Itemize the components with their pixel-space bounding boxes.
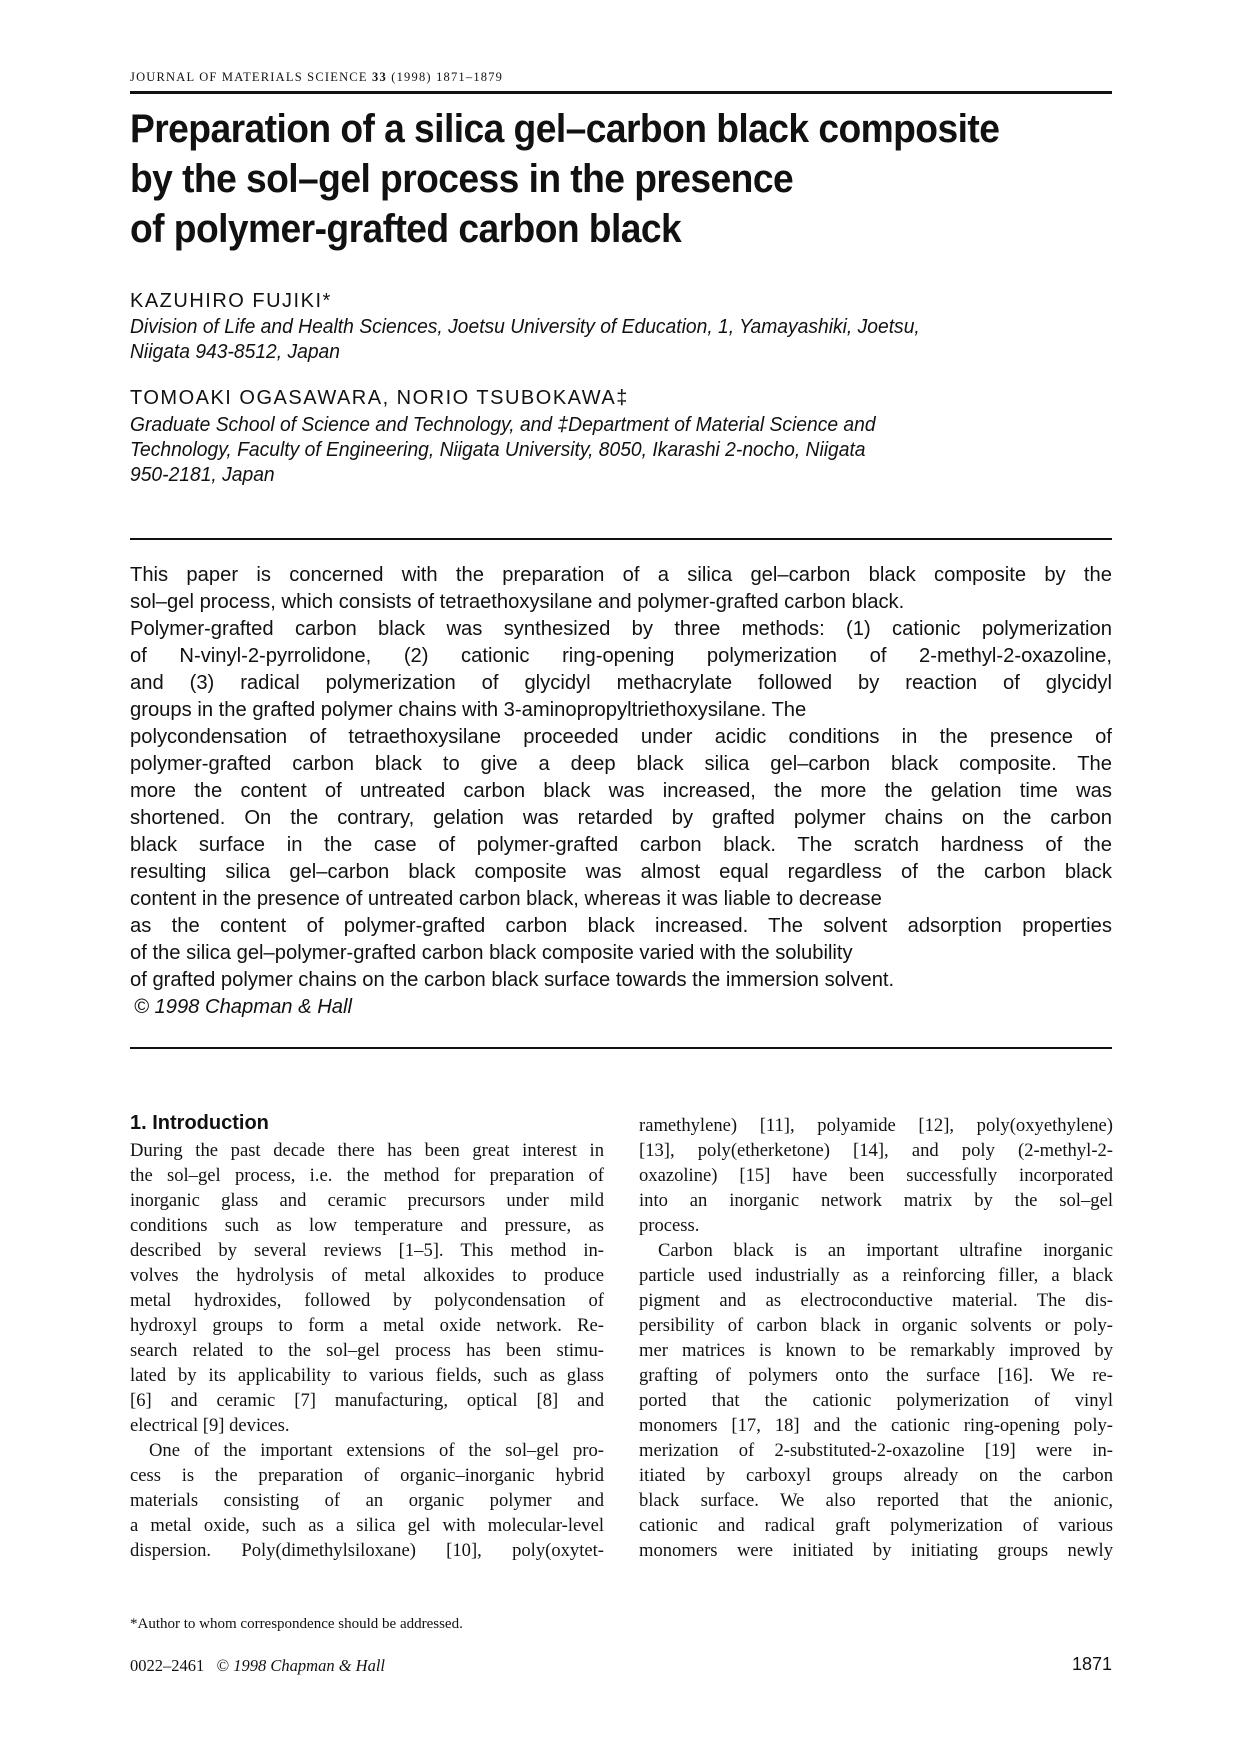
text-line: as the content of polymer-grafted carbon black increased. The solvent adsorption properties xyxy=(130,915,1112,937)
abstract-bottom-rule xyxy=(130,1047,1112,1049)
footer xyxy=(130,1656,385,1676)
text-line: metal hydroxides, followed by polycondensation of xyxy=(130,1290,604,1311)
issn: 0022–2461 xyxy=(130,1656,205,1675)
running-header xyxy=(130,70,503,85)
text-line: [13], poly(etherketone) [14], and poly (2-methyl-2- xyxy=(639,1140,1113,1161)
text-line: Polymer-grafted carbon black was synthesized by three methods: (1) cationic polymerization xyxy=(130,618,1112,640)
title-line: by the sol–gel process in the presence xyxy=(130,157,794,201)
text-line: conditions such as low temperature and pressure, as xyxy=(130,1215,604,1236)
text-line: © 1998 Chapman & Hall xyxy=(134,996,352,1018)
text-line: of N-vinyl-2-pyrrolidone, (2) cationic ring-opening polymerization of 2-methyl-2-oxazoline, xyxy=(130,645,1112,667)
text-line: This paper is concerned with the preparation of a silica gel–carbon black composite by the xyxy=(130,564,1112,586)
text-line: merization of 2-substituted-2-oxazoline [19] were in- xyxy=(639,1440,1113,1461)
text-line: sol–gel process, which consists of tetraethoxysilane and polymer-grafted carbon black. xyxy=(130,591,905,613)
text-line: ported that the cationic polymerization of vinyl xyxy=(639,1390,1113,1411)
text-line: into an inorganic network matrix by the sol–gel xyxy=(639,1190,1113,1211)
text-line: of grafted polymer chains on the carbon black surface towards the immersion solvent. xyxy=(130,969,895,991)
journal-name: JOURNAL OF MATERIALS SCIENCE xyxy=(130,70,368,84)
text-line: lated by its applicability to various fields, such as glass xyxy=(130,1365,604,1386)
copyright-icon: © xyxy=(216,1656,230,1675)
text-line: monomers were initiated by initiating groups newly xyxy=(639,1540,1113,1561)
text-line: ramethylene) [11], polyamide [12], poly(oxyethylene) xyxy=(639,1115,1113,1136)
section-heading: 1. Introduction xyxy=(130,1112,269,1134)
abstract-top-rule xyxy=(130,538,1112,540)
text-line: particle used industrially as a reinforcing filler, a black xyxy=(639,1265,1113,1286)
text-line: described by several reviews [1–5]. This method in- xyxy=(130,1240,604,1261)
text-line: more the content of untreated carbon black was increased, the more the gelation time was xyxy=(130,780,1112,802)
affiliation-line: 950-2181, Japan xyxy=(130,463,275,486)
text-line: of the silica gel–polymer-grafted carbon black composite varied with the solubility xyxy=(130,942,853,964)
text-line: One of the important extensions of the sol–gel pro- xyxy=(149,1440,604,1461)
text-line: polymer-grafted carbon black to give a deep black silica gel–carbon black composite. The xyxy=(130,753,1112,775)
author-names: TOMOAKI OGASAWARA, NORIO TSUBOKAWA‡ xyxy=(130,387,629,409)
text-line: Carbon black is an important ultrafine inorganic xyxy=(658,1240,1113,1261)
journal-volume: 33 xyxy=(372,70,387,84)
text-line: groups in the grafted polymer chains with 3-aminopropyltriethoxysilane. The xyxy=(130,699,807,721)
text-line: resulting silica gel–carbon black composite was almost equal regardless of the carbon black xyxy=(130,861,1112,883)
author-affiliation xyxy=(130,412,876,487)
text-line: persibility of carbon black in organic solvents or poly- xyxy=(639,1315,1113,1336)
title-line: of polymer-grafted carbon black xyxy=(130,207,682,251)
text-line: grafting of polymers onto the surface [16]. We re- xyxy=(639,1365,1113,1386)
affiliation-line: Graduate School of Science and Technology, and ‡Department of Material Science and xyxy=(130,413,876,436)
text-line: process. xyxy=(639,1215,700,1236)
journal-year-pages: (1998) 1871–1879 xyxy=(391,70,504,84)
text-line: During the past decade there has been great interest in xyxy=(130,1140,604,1161)
left-column xyxy=(130,1138,604,1563)
text-line: shortened. On the contrary, gelation was retarded by grafted polymer chains on the carbon xyxy=(130,807,1112,829)
text-line: [6] and ceramic [7] manufacturing, optical [8] and xyxy=(130,1390,604,1411)
author-names: KAZUHIRO FUJIKI* xyxy=(130,290,332,312)
text-line: materials consisting of an organic polymer and xyxy=(130,1490,604,1511)
text-line: a metal oxide, such as a silica gel with molecular-level xyxy=(130,1515,604,1536)
text-line: cess is the preparation of organic–inorganic hybrid xyxy=(130,1465,604,1486)
text-line: inorganic glass and ceramic precursors under mild xyxy=(130,1190,604,1211)
footnote: *Author to whom correspondence should be addressed. xyxy=(130,1616,463,1632)
text-line: content in the presence of untreated carbon black, whereas it was liable to decrease xyxy=(130,888,882,910)
paper-title xyxy=(130,104,1116,254)
text-line: mer matrices is known to be remarkably improved by xyxy=(639,1340,1113,1361)
text-line: pigment and as electroconductive material. The dis- xyxy=(639,1290,1113,1311)
text-line: electrical [9] devices. xyxy=(130,1415,290,1436)
copyright-text: 1998 Chapman & Hall xyxy=(233,1656,386,1675)
text-line: polycondensation of tetraethoxysilane proceeded under acidic conditions in the presence of xyxy=(130,726,1112,748)
text-line: search related to the sol–gel process has been stimu- xyxy=(130,1340,604,1361)
author-affiliation xyxy=(130,314,920,364)
text-line: itiated by carboxyl groups already on the carbon xyxy=(639,1465,1113,1486)
text-line: oxazoline) [15] have been successfully incorporated xyxy=(639,1165,1113,1186)
text-line: hydroxyl groups to form a metal oxide network. Re- xyxy=(130,1315,604,1336)
text-line: dispersion. Poly(dimethylsiloxane) [10], poly(oxytet- xyxy=(130,1540,604,1561)
header-rule xyxy=(130,91,1112,94)
affiliation-line: Technology, Faculty of Engineering, Niigata University, 8050, Ikarashi 2-nocho, Niigata xyxy=(130,438,866,461)
text-line: the sol–gel process, i.e. the method for preparation of xyxy=(130,1165,604,1186)
affiliation-line: Niigata 943-8512, Japan xyxy=(130,340,340,363)
affiliation-line: Division of Life and Health Sciences, Joetsu University of Education, 1, Yamayashiki, Joetsu, xyxy=(130,315,920,338)
text-line: volves the hydrolysis of metal alkoxides to produce xyxy=(130,1265,604,1286)
text-line: monomers [17, 18] and the cationic ring-opening poly- xyxy=(639,1415,1113,1436)
abstract xyxy=(130,562,1112,1021)
right-column xyxy=(639,1113,1113,1563)
text-line: cationic and radical graft polymerization of various xyxy=(639,1515,1113,1536)
page-number: 1871 xyxy=(1071,1654,1112,1674)
text-line: and (3) radical polymerization of glycidyl methacrylate followed by reaction of glycidyl xyxy=(130,672,1112,694)
title-line: Preparation of a silica gel–carbon black composite xyxy=(130,107,1000,151)
text-line: black surface. We also reported that the anionic, xyxy=(639,1490,1113,1511)
text-line: black surface in the case of polymer-grafted carbon black. The scratch hardness of the xyxy=(130,834,1112,856)
